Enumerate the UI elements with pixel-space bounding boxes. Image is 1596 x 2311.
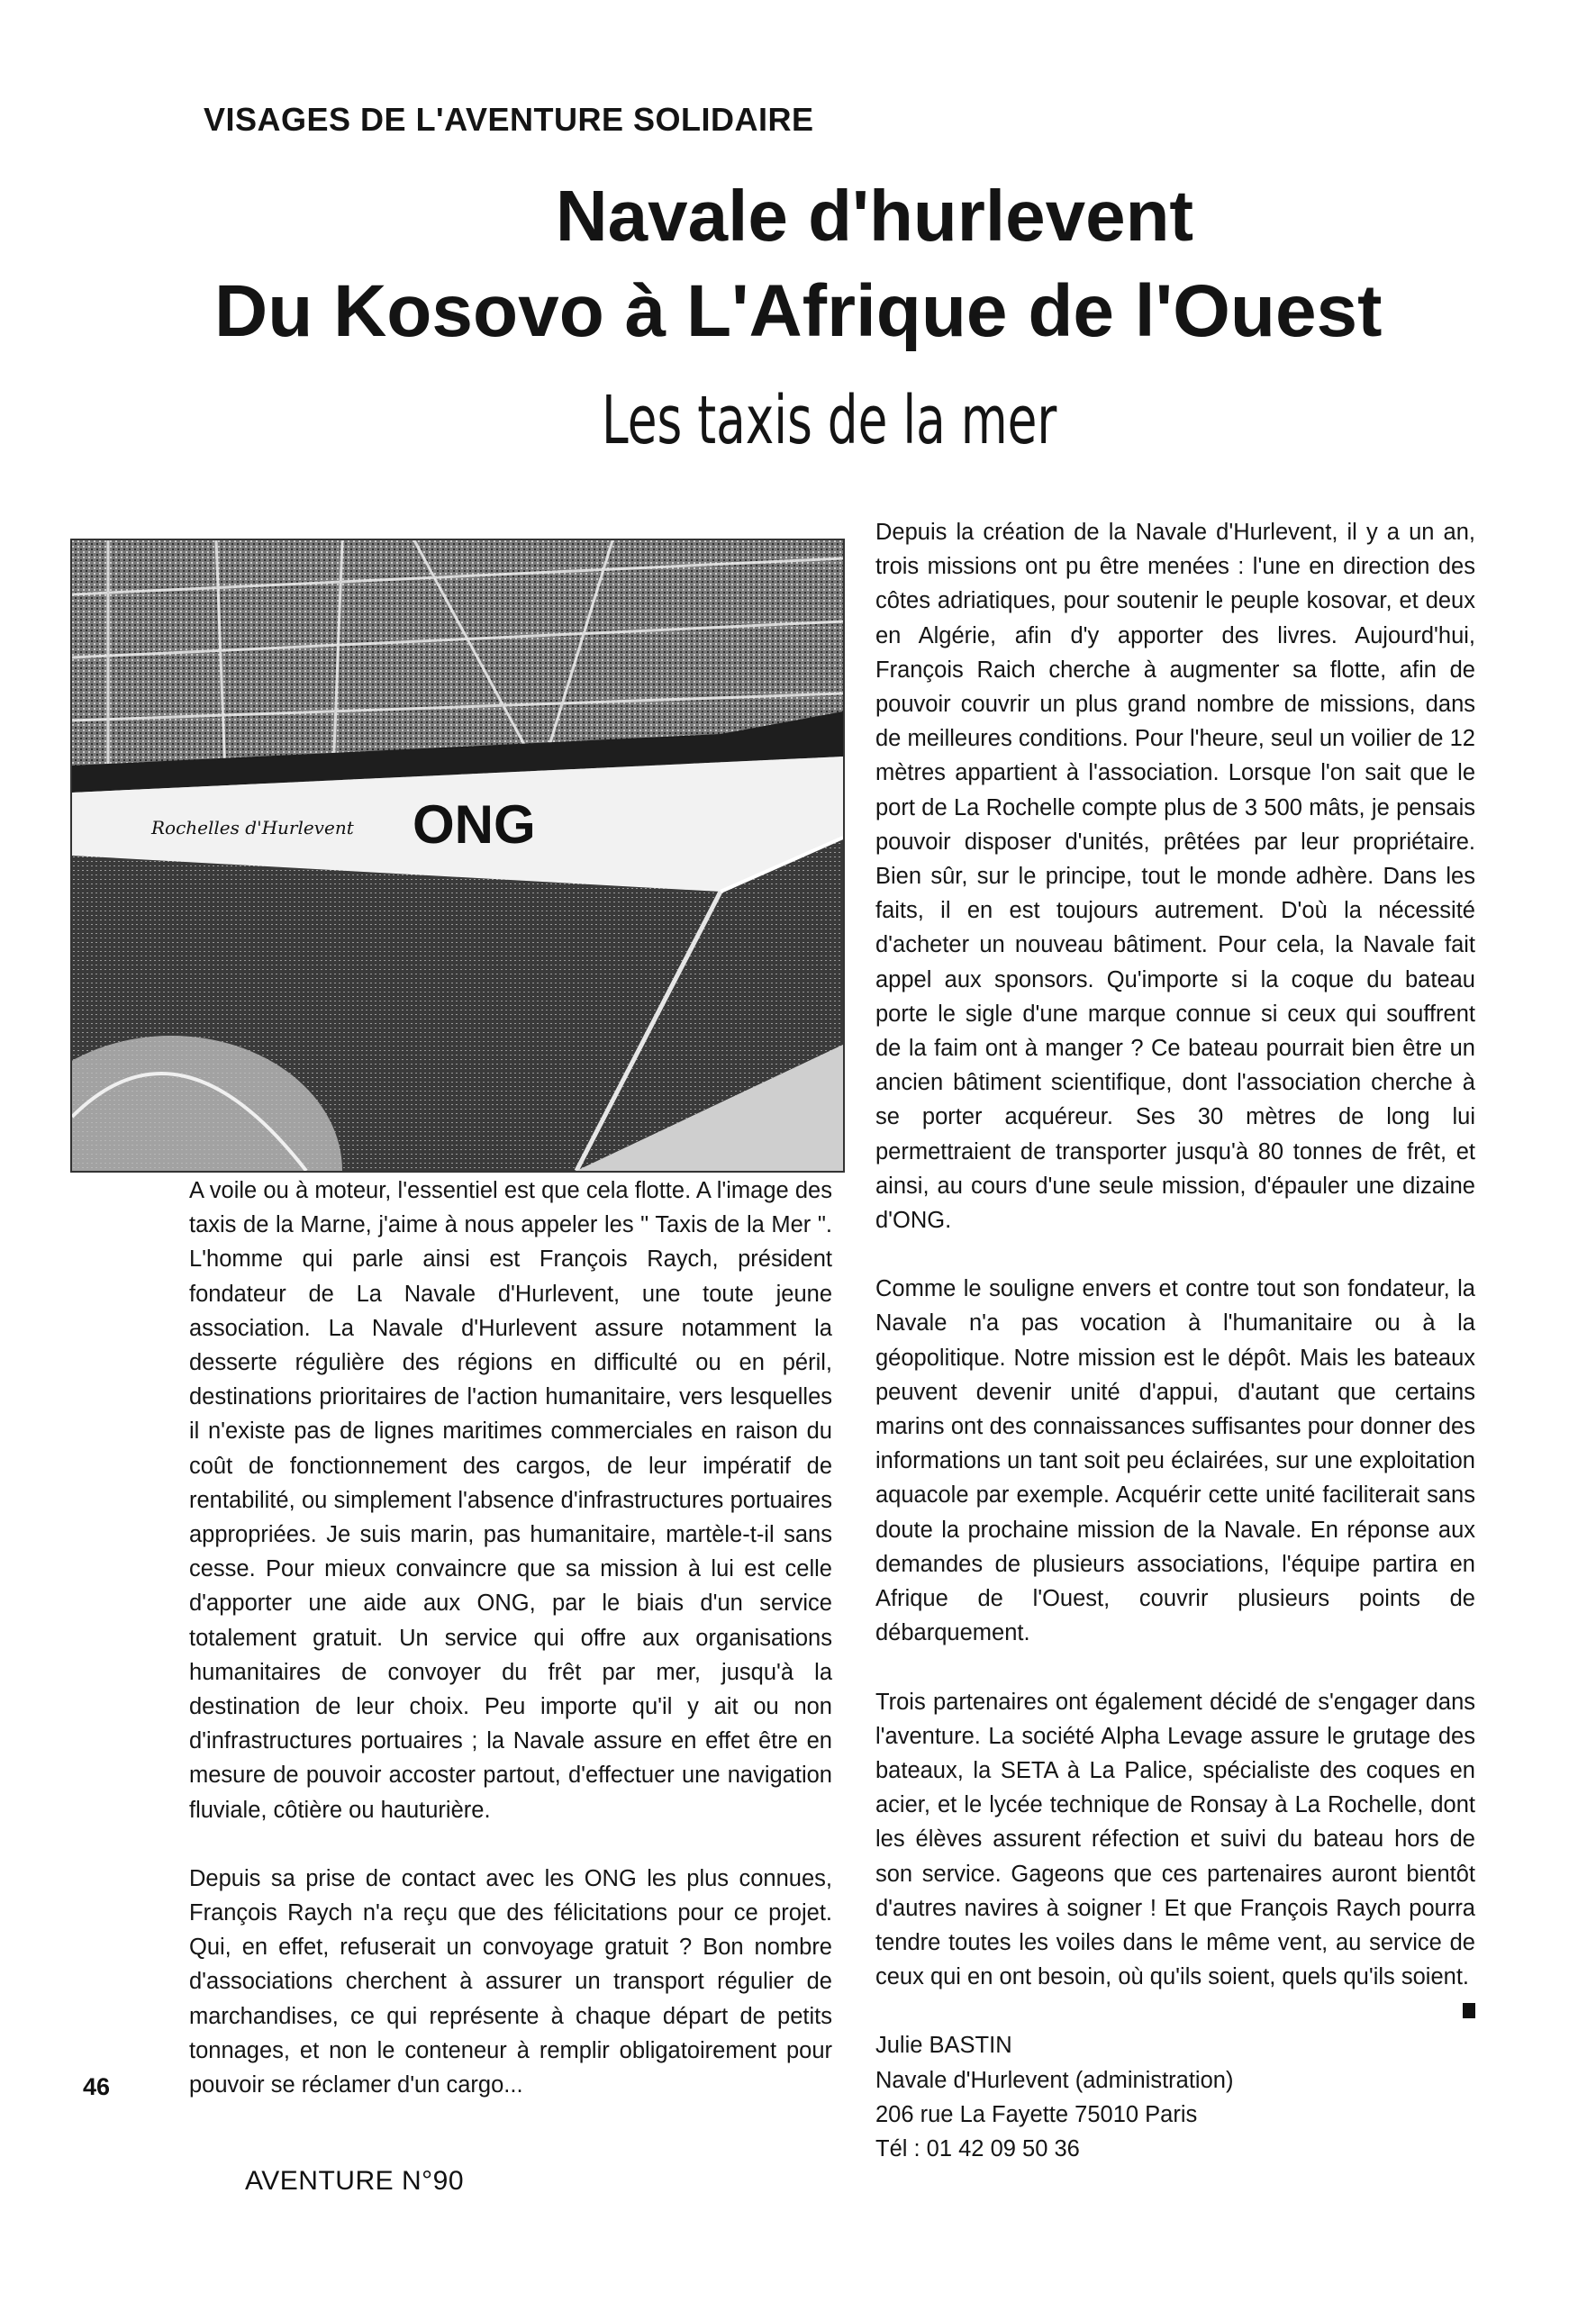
author-name: Julie BASTIN (875, 2033, 1012, 2059)
page-number: 46 (83, 2073, 111, 2100)
left-column (189, 1174, 832, 2102)
hull-name: Rochelles d'Hurlevent (151, 817, 354, 838)
author-phone: Tél : 01 42 09 50 36 (875, 2135, 1080, 2161)
author-address: 206 rue La Fayette 75010 Paris (875, 2101, 1198, 2127)
right-paragraph-3 (875, 1685, 1475, 1995)
section-kicker: VISAGES DE L'AVENTURE SOLIDAIRE (204, 101, 814, 138)
article-title-line2: Du Kosovo à L'Afrique de l'Ouest (214, 270, 1383, 352)
left-paragraph-1: A voile ou à moteur, l'essentiel est que cela flotte. A l'image des taxis de la Marne, j'aime à nous appeler les " Taxis de la Mer ". L'homme qui parle ainsi est François Raych, président fondateur de La Navale d'Hurlevent, une toute jeune association. La Navale d'Hurlevent assure notamment la desserte régulière des régions en difficulté ou en péril, destinations prioritaires de l'action humanitaire, vers lesquelles il n'existe pas de lignes maritimes commerciales en raison du coût de fonctionnement des cargos, de leur impératif de rentabilité, ou simplement l'absence d'infrastructures portuaires appropriées. Je suis marin, pas humanitaire, martèle-t-il sans cesse. Pour mieux convaincre que sa mission à lui est celle d'apporter une aide aux ONG, par le biais d'un service totalement gratuit. Un service qui offre aux organisations humanitaires de convoyer du frêt par mer, jusqu'à la destination de leur choix. Peu importe qu'il y ait ou non d'infrastructures portuaires ; la Navale assure en effet être en mesure de pouvoir accoster partout, d'effectuer une navigation fluviale, côtière ou hauturière. (189, 1178, 832, 1823)
signature-block (875, 2028, 1475, 2166)
boat-photo (70, 539, 845, 1173)
left-paragraph-2: Depuis sa prise de contact avec les ONG les plus connues, François Raych n'a reçu que des félicitations pour ce projet. Qui, en effet, refuserait un convoyage gratuit ? Bon nombre d'associations cherchent à assurer un transport régulier de marchandises, ce qui représente à chaque départ de petits tonnages, et non le conteneur à remplir obligatoirement pour pouvoir se réclamer d'un cargo... (189, 1865, 832, 2098)
right-column (875, 515, 1475, 2166)
right-paragraph-2: Comme le souligne envers et contre tout son fondateur, la Navale n'a pas vocation à l'humanitaire ou à la géopolitique. Notre mission est le dépôt. Mais les bateaux peuvent devenir unité d'appui, d'autant que certains marins ont des connaissances suffisantes pour donner des informations un tant soit peu éclairées, sur une exploitation aquacole par exemple. Acquérir cette unité faciliterait sans doute la prochaine mission de la Navale. En réponse aux demandes de plusieurs associations, l'équipe partira en Afrique de l'Ouest, couvrir plusieurs points de débarquement. (875, 1276, 1475, 1646)
right-paragraph-1: Depuis la création de la Navale d'Hurlevent, il y a un an, trois missions ont pu être menées : l'une en direction des côtes adriatiques, pour soutenir le peuple kosovar, et deux en Algérie, afin d'y apporter des livres. Aujourd'hui, François Raich cherche à augmenter sa flotte, afin de pouvoir couvrir un plus grand nombre de missions, dans de meilleures conditions. Pour l'heure, seul un voilier de 12 mètres appartient à l'association. Lorsque l'on sait que le port de La Rochelle compte plus de 3 500 mâts, je pensais pouvoir disposer d'unités, prêtées par leur propriétaire. Bien sûr, sur le principe, tout le monde adhère. Dans les faits, il en est toujours autrement. D'où la nécessité d'acheter un nouveau bâtiment. Pour cela, la Navale fait appel aux sponsors. Qu'importe si la coque du bateau porte le sigle d'une marque connue si ceux qui souffrent de la faim ont à manger ? Ce bateau pourrait bien être un ancien bâtiment scientifique, dont l'association cherche à se porter acquéreur. Ses 30 mètres de long lui permettraient de transporter jusqu'à 80 tonnes de frêt, et ainsi, au cours d'une seule mission, d'épauler une dizaine d'ONG. (875, 520, 1475, 1234)
author-organization: Navale d'Hurlevent (administration) (875, 2067, 1234, 2093)
hull-badge: ONG (413, 794, 536, 855)
end-of-article-icon (1463, 2003, 1475, 2018)
article-title-line1: Navale d'hurlevent (555, 176, 1194, 256)
right-paragraph-3-text: Trois partenaires ont également décidé de s'engager dans l'aventure. La société Alpha Levage assure le grutage des bateaux, la SETA à La Palice, spécialiste des coques en acier, et le lycée technique de Ronsay à La Rochelle, dont les élèves assurent réfection et suivi du bateau hors de son service. Gageons que ces partenaires auront bientôt d'autres navires à soigner ! Et que François Raych pourra tendre toutes les voiles dans le même vent, au service de ceux qui en ont besoin, où qu'ils soient, quels qu'ils soient. (875, 1689, 1475, 1990)
magazine-issue: AVENTURE N°90 (245, 2166, 464, 2196)
article-subtitle: Les taxis de la mer (602, 382, 1057, 459)
